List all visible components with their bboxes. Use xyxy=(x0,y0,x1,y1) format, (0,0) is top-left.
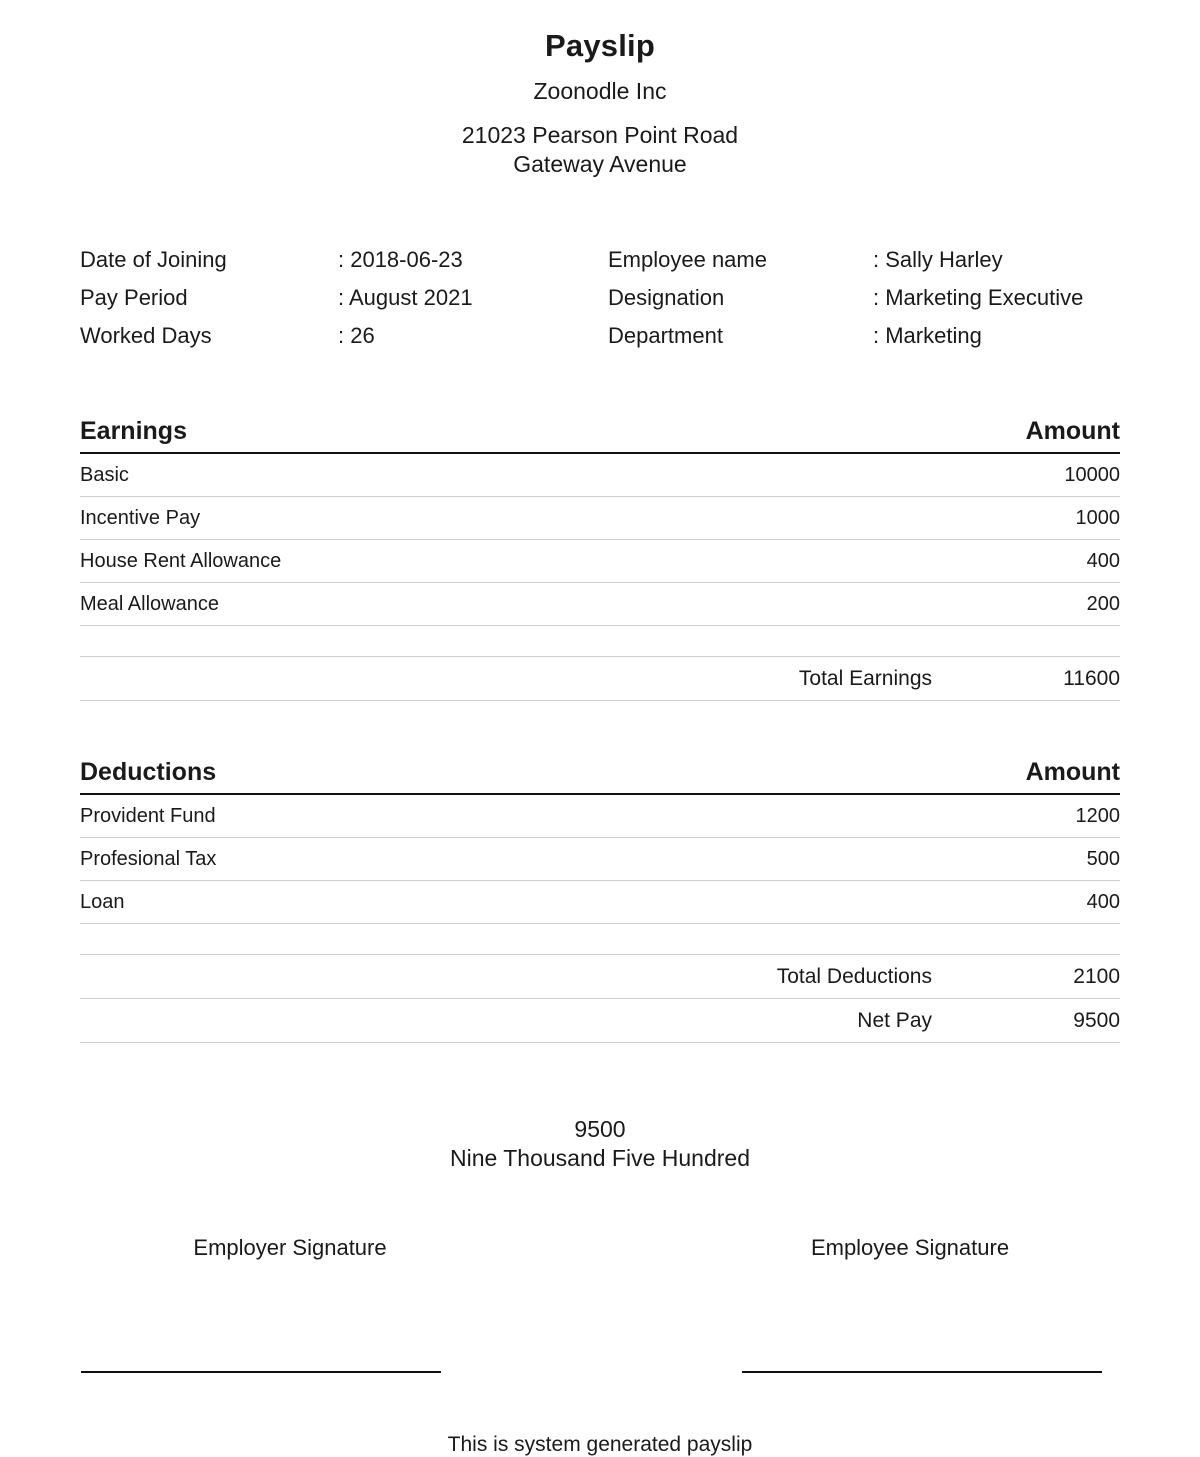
employee-signature-line xyxy=(742,1371,1102,1373)
meta-label-department: Department xyxy=(608,322,723,348)
deductions-amount-heading: Amount xyxy=(970,758,1120,794)
earnings-row-label: Incentive Pay xyxy=(80,496,970,539)
meta-value-pay-period: : August 2021 xyxy=(338,284,473,310)
total-earnings-amount: 11600 xyxy=(970,656,1120,700)
employee-meta xyxy=(80,242,1120,355)
total-deductions-label: Total Deductions xyxy=(80,954,970,998)
earnings-total-row xyxy=(80,656,1120,700)
employee-signature-label: Employee Signature xyxy=(810,1235,1010,1261)
employer-signature-label: Employer Signature xyxy=(193,1235,387,1261)
table-spacer-row xyxy=(80,625,1120,656)
deductions-table xyxy=(80,758,1120,1043)
net-pay-figure: 9500 xyxy=(574,1115,626,1142)
deductions-section xyxy=(80,758,1120,1043)
earnings-row-amount: 10000 xyxy=(970,453,1120,497)
net-pay-words: Nine Thousand Five Hundred xyxy=(449,1144,751,1171)
earnings-row-label: House Rent Allowance xyxy=(80,539,970,582)
employee-signature-block xyxy=(700,1235,1120,1373)
meta-value-employee-name: : Sally Harley xyxy=(873,246,1003,272)
deductions-total-row xyxy=(80,954,1120,998)
footer-note: This is system generated payslip xyxy=(447,1433,753,1457)
deductions-row-amount: 400 xyxy=(970,880,1120,923)
deductions-row-amount: 1200 xyxy=(970,794,1120,838)
meta-value-worked-days: : 26 xyxy=(338,322,375,348)
meta-label-employee-name: Employee name xyxy=(608,246,767,272)
company-address-line-1: 21023 Pearson Point Road xyxy=(461,121,739,148)
earnings-row-amount: 1000 xyxy=(970,496,1120,539)
meta-value-designation: : Marketing Executive xyxy=(873,284,1084,310)
earnings-section xyxy=(80,417,1120,701)
net-pay-summary xyxy=(80,1115,1120,1174)
earnings-row-amount: 200 xyxy=(970,582,1120,625)
meta-value-date-of-joining: : 2018-06-23 xyxy=(338,246,463,272)
meta-label-designation: Designation xyxy=(608,284,725,310)
table-spacer-row xyxy=(80,923,1120,954)
signature-area xyxy=(80,1235,1120,1373)
earnings-heading: Earnings xyxy=(80,417,970,453)
company-address-line-2: Gateway Avenue xyxy=(513,151,687,178)
meta-label-date-of-joining: Date of Joining xyxy=(80,246,227,272)
table-row xyxy=(80,837,1120,880)
meta-label-pay-period: Pay Period xyxy=(80,284,188,310)
table-row xyxy=(80,582,1120,625)
meta-value-department: : Marketing xyxy=(873,322,982,348)
table-row xyxy=(80,794,1120,838)
earnings-table xyxy=(80,417,1120,701)
company-name: Zoonodle Inc xyxy=(533,78,667,105)
net-pay-row xyxy=(80,998,1120,1042)
page-title: Payslip xyxy=(545,28,655,63)
table-row xyxy=(80,496,1120,539)
earnings-row-label: Basic xyxy=(80,453,970,497)
employer-signature-line xyxy=(81,1371,441,1373)
net-pay-label: Net Pay xyxy=(80,998,970,1042)
table-row xyxy=(80,880,1120,923)
earnings-row-amount: 400 xyxy=(970,539,1120,582)
earnings-amount-heading: Amount xyxy=(970,417,1120,453)
meta-label-worked-days: Worked Days xyxy=(80,322,212,348)
deductions-heading: Deductions xyxy=(80,758,970,794)
table-row xyxy=(80,539,1120,582)
earnings-header-row xyxy=(80,417,1120,453)
table-row xyxy=(80,453,1120,497)
deductions-row-amount: 500 xyxy=(970,837,1120,880)
deductions-row-label: Profesional Tax xyxy=(80,837,970,880)
total-deductions-amount: 2100 xyxy=(970,954,1120,998)
total-earnings-label: Total Earnings xyxy=(80,656,970,700)
company-address xyxy=(80,121,1120,180)
deductions-header-row xyxy=(80,758,1120,794)
employer-signature-block xyxy=(80,1235,500,1373)
earnings-row-label: Meal Allowance xyxy=(80,582,970,625)
deductions-row-label: Provident Fund xyxy=(80,794,970,838)
net-pay-amount: 9500 xyxy=(970,998,1120,1042)
deductions-row-label: Loan xyxy=(80,880,970,923)
